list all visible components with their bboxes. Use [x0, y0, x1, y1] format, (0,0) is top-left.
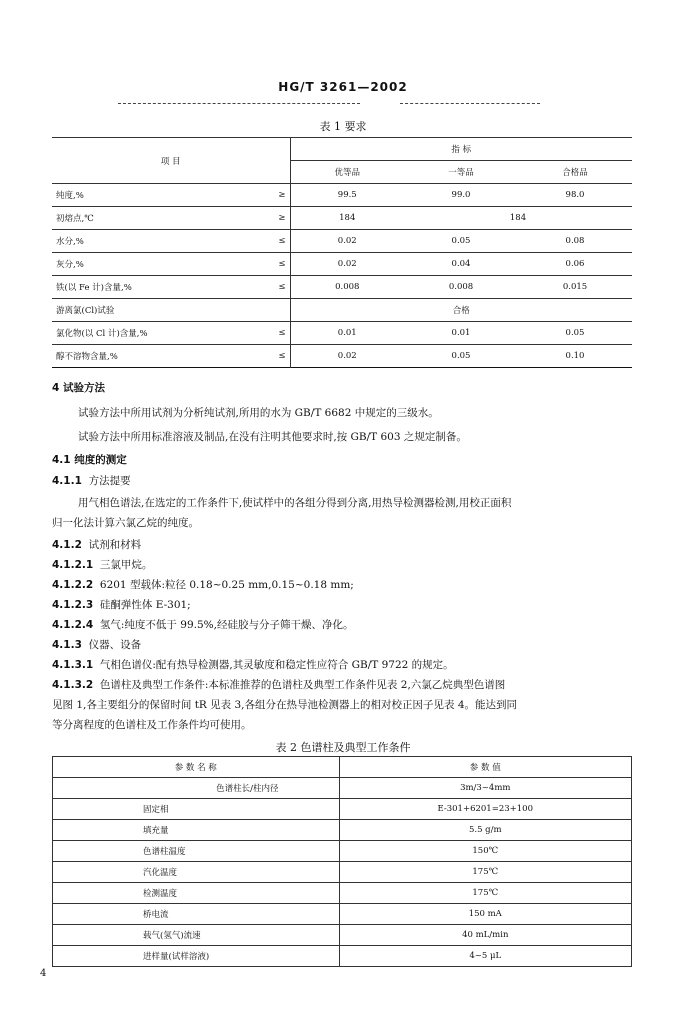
section-4-1-1 — [52, 472, 131, 490]
clause-4-1-3-2 — [52, 676, 642, 694]
param-value: 150℃ — [339, 841, 631, 862]
param-value: 40 mL/min — [339, 925, 631, 946]
value-cell: 0.01 — [290, 322, 404, 345]
clause-text: 6201 型载体:粒径 0.18~0.25 mm,0.15~0.18 mm; — [99, 579, 354, 591]
grade-header: 优等品 — [290, 161, 404, 184]
clause-number: 4.1.2.1 — [52, 559, 94, 571]
clause-text: 色谱柱及典型工作条件:本标准推荐的色谱柱及典型工作条件见表 2,六氯乙烷典型色谱图 — [99, 679, 506, 691]
table-row — [52, 253, 632, 276]
clause-4-1-3-1 — [52, 656, 454, 674]
requirements-table — [52, 137, 632, 368]
param-value: 150 mA — [339, 904, 631, 925]
table-row — [53, 862, 632, 883]
table-row — [53, 946, 632, 967]
paragraph: 试验方法中所用标准溶液及制品,在没有注明其他要求时,按 GB/T 603 之规定制备。 — [78, 431, 467, 443]
table1-header-item: 项 目 — [52, 138, 290, 184]
section-4-1-heading: 4.1 纯度的测定 — [52, 454, 127, 466]
section-4-1-2 — [52, 536, 141, 554]
clause-number: 4.1.1 — [52, 475, 82, 487]
table-row — [53, 904, 632, 925]
table-row — [53, 820, 632, 841]
param-value: 5.5 g/m — [339, 820, 631, 841]
param-value: 3m/3~4mm — [339, 778, 631, 799]
table-row — [53, 778, 632, 799]
comparator — [252, 299, 290, 322]
table-row — [53, 925, 632, 946]
comparator: ≤ — [252, 253, 290, 276]
table-row — [53, 883, 632, 904]
table-row — [53, 841, 632, 862]
clause-4-1-2-4 — [52, 616, 353, 634]
param-name: 进样量(试样溶液) — [53, 946, 340, 967]
paragraph: 等分离程度的色谱柱及工作条件均可使用。 — [52, 719, 252, 731]
param-name: 色谱柱长/柱内径 — [53, 778, 340, 799]
clause-number: 4.1.2.2 — [52, 579, 94, 591]
table-row — [52, 207, 632, 230]
item-name: 初熔点,℃ — [52, 207, 252, 230]
value-cell: 0.02 — [290, 253, 404, 276]
param-name: 载气(氢气)流速 — [53, 925, 340, 946]
table1-caption: 表 1 要求 — [319, 120, 367, 133]
param-name: 固定相 — [53, 799, 340, 820]
value-cell: 0.008 — [290, 276, 404, 299]
param-value: E-301+6201=23+100 — [339, 799, 631, 820]
value-cell: 0.04 — [404, 253, 518, 276]
table-row — [52, 299, 632, 322]
value-cell: 0.05 — [404, 230, 518, 253]
paragraph: 用气相色谱法,在选定的工作条件下,使试样中的各组分得到分离,用热导检测器检测,用校正面积 — [78, 497, 512, 509]
clause-title: 方法提要 — [88, 475, 131, 487]
value-cell: 184 — [290, 207, 404, 230]
clause-title: 试剂和材料 — [88, 539, 142, 551]
chromatography-conditions-table — [52, 756, 632, 967]
table2-caption: 表 2 色谱柱及典型工作条件 — [275, 741, 411, 754]
table-row — [53, 799, 632, 820]
value-cell: 0.05 — [518, 322, 632, 345]
param-name: 色谱柱温度 — [53, 841, 340, 862]
grade-header: 一等品 — [404, 161, 518, 184]
value-cell: 0.02 — [290, 345, 404, 368]
table-row — [52, 322, 632, 345]
value-cell: 99.0 — [404, 184, 518, 207]
clause-4-1-2-1 — [52, 556, 152, 574]
comparator: ≤ — [252, 345, 290, 368]
clause-text: 氢气:纯度不低于 99.5%,经硅胶与分子筛干燥、净化。 — [99, 619, 354, 631]
param-value: 175℃ — [339, 862, 631, 883]
clause-number: 4.1.2 — [52, 539, 82, 551]
value-cell: 0.008 — [404, 276, 518, 299]
clause-title: 仪器、设备 — [88, 639, 142, 651]
table-row — [52, 184, 632, 207]
value-cell: 0.02 — [290, 230, 404, 253]
clause-number: 4.1.3.1 — [52, 659, 94, 671]
item-name: 纯度,% — [52, 184, 252, 207]
item-name: 氯化物(以 Cl 计)含量,% — [52, 322, 252, 345]
value-cell: 98.0 — [518, 184, 632, 207]
table2-header-value: 参 数 值 — [339, 757, 631, 778]
table-row — [52, 230, 632, 253]
table-row — [52, 276, 632, 299]
value-cell: 0.015 — [518, 276, 632, 299]
clause-4-1-2-3 — [52, 596, 191, 614]
param-name: 汽化温度 — [53, 862, 340, 883]
param-name: 填充量 — [53, 820, 340, 841]
comparator: ≤ — [252, 276, 290, 299]
comparator: ≤ — [252, 230, 290, 253]
paragraph: 归一化法计算六氯乙烷的纯度。 — [52, 517, 199, 529]
param-name: 桥电流 — [53, 904, 340, 925]
clause-number: 4.1.2.4 — [52, 619, 94, 631]
paragraph: 见图 1,各主要组分的保留时间 tR 见表 3,各组分在热导池检测器上的相对校正因子见表 4。能达到同 — [52, 699, 518, 711]
clause-text: 气相色谱仪:配有热导检测器,其灵敏度和稳定性应符合 GB/T 9722 的规定。 — [99, 659, 454, 671]
item-name: 灰分,% — [52, 253, 252, 276]
paragraph: 试验方法中所用试剂为分析纯试剂,所用的水为 GB/T 6682 中规定的三级水。 — [78, 407, 439, 419]
comparator: ≥ — [252, 184, 290, 207]
table1-header-index: 指 标 — [290, 138, 632, 161]
param-value: 175℃ — [339, 883, 631, 904]
item-name: 水分,% — [52, 230, 252, 253]
section-4-heading: 4 试验方法 — [52, 382, 105, 394]
value-cell: 99.5 — [290, 184, 404, 207]
param-name: 检测温度 — [53, 883, 340, 904]
page-number: 4 — [40, 968, 47, 979]
clause-4-1-2-2 — [52, 576, 354, 594]
grade-header: 合格品 — [518, 161, 632, 184]
clause-number: 4.1.3 — [52, 639, 82, 651]
clause-text: 三氯甲烷。 — [99, 559, 153, 571]
clause-text: 硅酮弹性体 E-301; — [99, 599, 191, 611]
value-cell: 0.01 — [404, 322, 518, 345]
value-cell: 0.05 — [404, 345, 518, 368]
item-name: 游离氯(Cl)试验 — [52, 299, 252, 322]
header-rule-right — [400, 103, 540, 104]
section-4-1-3 — [52, 636, 141, 654]
value-cell: 合格 — [290, 299, 632, 322]
value-cell: 0.06 — [518, 253, 632, 276]
value-cell: 184 — [404, 207, 632, 230]
param-value: 4~5 μL — [339, 946, 631, 967]
header-rule-left — [118, 103, 360, 104]
table2-header-param: 参 数 名 称 — [53, 757, 340, 778]
table-row — [52, 345, 632, 368]
item-name: 醇不溶物含量,% — [52, 345, 252, 368]
standard-number: HG/T 3261—2002 — [278, 80, 408, 94]
value-cell: 0.10 — [518, 345, 632, 368]
value-cell: 0.08 — [518, 230, 632, 253]
comparator: ≥ — [252, 207, 290, 230]
clause-number: 4.1.3.2 — [52, 679, 94, 691]
comparator: ≤ — [252, 322, 290, 345]
clause-number: 4.1.2.3 — [52, 599, 94, 611]
item-name: 铁(以 Fe 计)含量,% — [52, 276, 252, 299]
